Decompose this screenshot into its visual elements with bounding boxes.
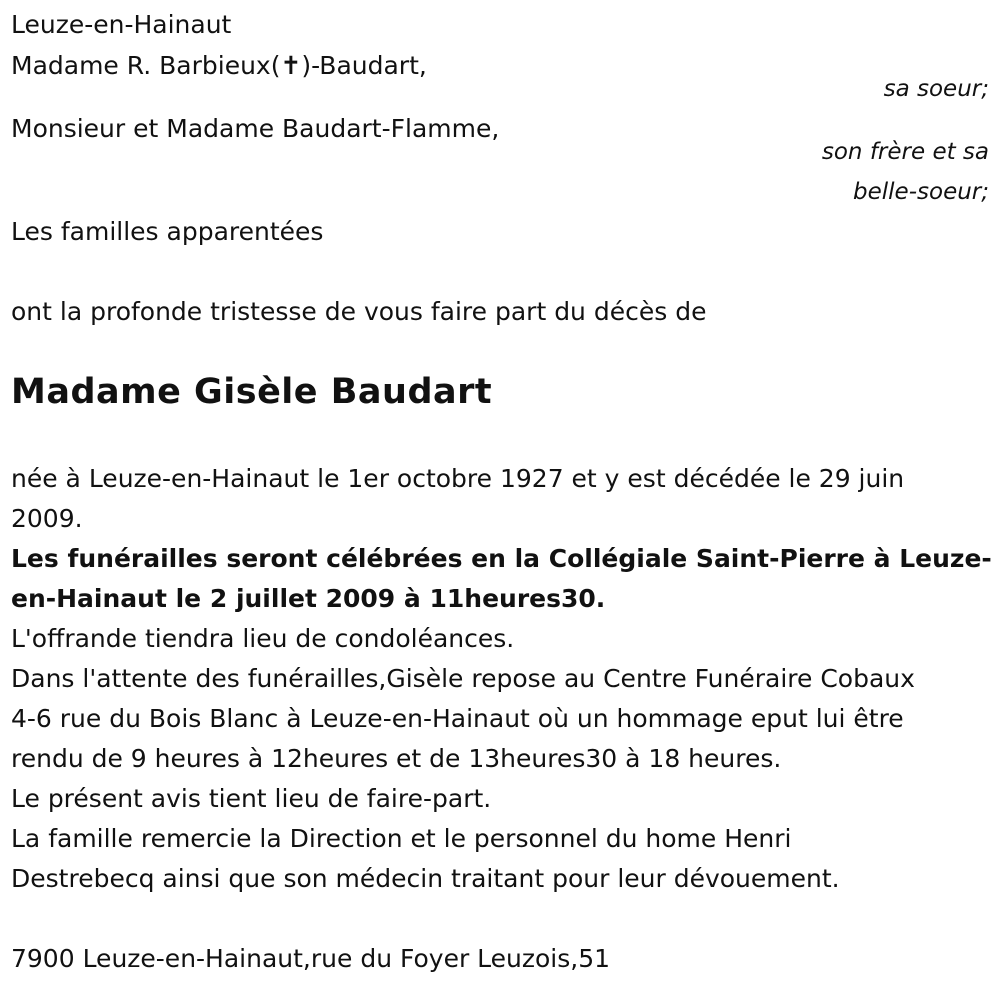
relatives-line: Les familles apparentées — [11, 217, 324, 246]
notice-line: Le présent avis tient lieu de faire-part. — [11, 784, 492, 813]
rest-line-2: 4-6 rue du Bois Blanc à Leuze-en-Hainaut où un hommage eput lui être — [11, 704, 904, 733]
rest-line-3: rendu de 9 heures à 12heures et de 13heures30 à 18 heures. — [11, 744, 782, 773]
city-line: Leuze-en-Hainaut — [11, 10, 232, 39]
deceased-name: Madame Gisèle Baudart — [11, 372, 493, 412]
announcement-line: ont la profonde tristesse de vous faire part du décès de — [11, 297, 707, 326]
relation-brother-2: belle-soeur; — [853, 179, 989, 205]
funeral-line-2: en-Hainaut le 2 juillet 2009 à 11heures30. — [11, 584, 606, 613]
thanks-line-2: Destrebecq ainsi que son médecin traitant pour leur dévouement. — [11, 864, 840, 893]
funeral-line-1: Les funérailles seront célébrées en la Collégiale Saint-Pierre à Leuze- — [11, 544, 992, 573]
birth-death-line-2: 2009. — [11, 504, 83, 533]
rest-line-1: Dans l'attente des funérailles,Gisèle repose au Centre Funéraire Cobaux — [11, 664, 915, 693]
relation-brother-1: son frère et sa — [821, 139, 989, 165]
relation-sister: sa soeur; — [883, 76, 989, 102]
family-member-brother: Monsieur et Madame Baudart-Flamme, — [11, 114, 500, 143]
birth-death-line-1: née à Leuze-en-Hainaut le 1er octobre 1927 et y est décédée le 29 juin — [11, 464, 905, 493]
thanks-line-1: La famille remercie la Direction et le personnel du home Henri — [11, 824, 792, 853]
offering-line: L'offrande tiendra lieu de condoléances. — [11, 624, 515, 653]
family-member-sister: Madame R. Barbieux(✝)-Baudart, — [11, 51, 427, 80]
address-line: 7900 Leuze-en-Hainaut,rue du Foyer Leuzois,51 — [11, 944, 611, 973]
